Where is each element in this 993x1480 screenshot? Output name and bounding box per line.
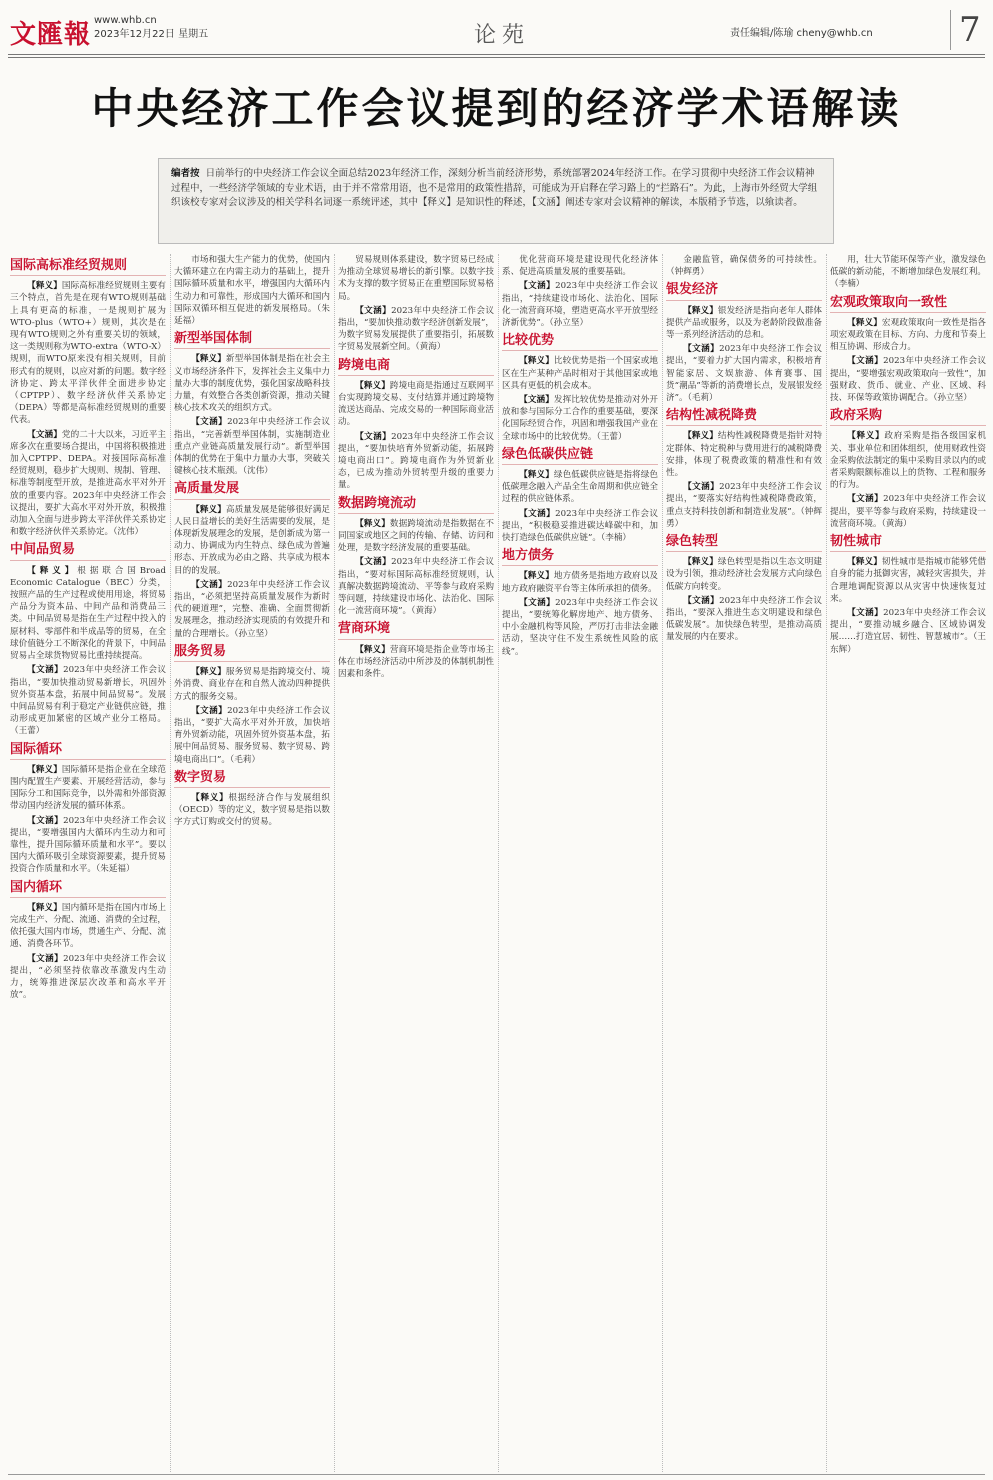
paragraph-tag: 【文涵】	[847, 494, 884, 505]
paragraph	[174, 416, 330, 477]
paragraph-text: 2023年中央经济工作会议指出，“要对标国际高标准经贸规则，认真解决数据跨境流动、平等参与政府采购等问题，持续建设市场化、法治化、国际化一流营商环境”。（黄海）	[338, 557, 494, 617]
paragraph-text: 韧性城市是指城市能够凭借自身的能力抵御灾害，减轻灾害损失，并合理地调配资源以从灾害中快速恢复过来。	[830, 557, 986, 604]
paragraph-text: 根据经济合作与发展组织（OECD）等的定义，数字贸易是指以数字方式订购或交付的贸易。	[174, 792, 330, 828]
paragraph-tag: 【文涵】	[27, 429, 62, 440]
paragraph-text: 2023年中央经济工作会议指出，“必须把坚持高质量发展作为新时代的硬道理”，完整、准确、全面贯彻新发展理念，推动经济实现质的有效提升和量的合理增长。（孙立坚）	[174, 579, 330, 639]
section-title: 数字贸易	[174, 772, 330, 788]
paragraph	[830, 607, 986, 656]
paragraph	[174, 705, 330, 766]
paragraph	[502, 597, 658, 658]
paragraph-text: 2023年中央经济工作会议指出，“要深入推进生态文明建设和绿色低碳发展”。加快绿色转型，是推动高质量发展的内在要求。	[666, 595, 822, 643]
paragraph-tag: 【文涵】	[27, 953, 64, 964]
paragraph-tag: 【文涵】	[191, 579, 228, 590]
editor-note-label: 编者按	[171, 168, 200, 179]
paragraph-text: 贸易规则体系建设，数字贸易已经成为推动全球贸易增长的新引擎。以数字技术为支撑的数字贸易正在重塑国际贸易格局。	[338, 255, 494, 302]
site-url: www.whb.cn	[94, 15, 157, 26]
paragraph-text: 2023年中央经济工作会议提出，“积极稳妥推进碳达峰碳中和，加快打造绿色低碳供应链”。（李楠）	[502, 508, 658, 544]
editor-note-text: 日前举行的中央经济工作会议全面总结2023年经济工作，深刻分析当前经济形势，系统部署2024年经济工作。在学习贯彻中央经济工作会议精神过程中，一些经济学领域的专业术语，由于并不常常用语，也不是常用的政策性措辞，可能成为开启释在学习路上的“拦路石”。为此，上海市外经贸大学组织该校专家对会议涉及的相关学科名词逐一系统评述，其中【释义】是知识性的释述，【文涵】阐述专家对会议精神的解读，本版稍予节选，以飨读者。	[171, 168, 818, 208]
paragraph	[502, 355, 658, 392]
paragraph	[830, 556, 986, 605]
paragraph	[666, 556, 822, 593]
column-separator	[334, 254, 335, 1472]
section-title: 国际高标准经贸规则	[10, 260, 166, 276]
paragraph-text: 2023年中央经济工作会议提出，“要增强国内大循环内生动力和可靠性，提升国际循环质量和水平”。要以国内大循环吸引全球资源要素，提升贸易投资合作质量和水平。（朱延福）	[10, 815, 166, 875]
paragraph	[10, 664, 166, 737]
paragraph	[338, 556, 494, 617]
paragraph-tag: 【释义】	[191, 792, 229, 803]
header-rule-double	[8, 57, 985, 58]
headline: 中央经济工作会议提到的经济学术语解读	[91, 84, 902, 133]
paragraph	[10, 902, 166, 951]
paragraph-tag: 【文涵】	[355, 431, 392, 442]
newspaper-logo: 文匯報	[10, 20, 92, 50]
paragraph	[174, 353, 330, 414]
section-title: 新型举国体制	[174, 333, 330, 349]
paragraph-text: 发挥比较优势是推动对外开放和参与国际分工合作的重要基础，要深化国际经贸合作，巩固和增强我国产业在全球市场中的比较优势。（王蕾）	[502, 395, 658, 442]
issue-weekday: 星期五	[178, 29, 209, 40]
paragraph-text: 政府采购是指各级国家机关、事业单位和团体组织，使用财政性资金采购依法制定的集中采购目录以内的或者采购限额标准以上的货物、工程和服务的行为。	[830, 431, 986, 491]
paragraph-text: 国内循环是指在国内市场上完成生产、分配、流通、消费的全过程，依托强大国内市场，贯通生产、分配、流通、消费各环节。	[10, 902, 166, 950]
paragraph	[174, 666, 330, 703]
paragraph-tag: 【释义】	[847, 431, 885, 442]
footer-rule	[8, 1474, 985, 1475]
paragraph	[502, 394, 658, 443]
paragraph-tag: 【释义】	[847, 557, 882, 568]
paragraph-text: 党的二十大以来，习近平主席多次在重要场合提出，中国将积极推进加入CPTPP、DEPA。对接国际高标准经贸规则，稳步扩大规则、规制、管理、标准等制度型开放，是推进高水平对外开放的重要内容。2023年中央经济工作会议提出，要扩大高水平对外开放，积极推动加入全面与进步跨太平洋伙伴关系协定和数字经济伙伴关系协定。（沈伟）	[10, 429, 166, 538]
paragraph	[174, 792, 330, 829]
section-title: 高质量发展	[174, 483, 330, 499]
paragraph-text: 银发经济是指向老年人群体提供产品或服务，以及为老龄阶段做准备等一系列经济活动的总和。	[666, 305, 822, 341]
paragraph-text: 2023年中央经济工作会议指出，“持续建设市场化、法治化、国际化一流营商环境，塑造更高水平开放型经济新优势”。（孙立坚）	[502, 281, 658, 329]
paragraph	[666, 305, 822, 342]
paragraph-tag: 【文涵】	[355, 557, 392, 568]
paragraph-text: 2023年中央经济工作会议提出，要平等参与政府采购，持续建设一流营商环境。（黄海）	[830, 494, 986, 529]
paragraph-text: 国际高标准经贸规则主要有三个特点，首先是在现有WTO规则基础上具有更高的标准，一是规则扩展为WTO-plus（WTO+）规则，其次是在现有WTO规则之外有重要关切的领域，这一类规则称为WTO-extra（WTO-X）规则，而WTO原来没有相关规则，目前形式有的规则，以应对新的问题。数字经济协定、跨太平洋伙伴全面进步协定（CPTPP）、数字经济伙伴关系协定（DEPA）等都是高标准经贸规则的重要代表。	[10, 281, 166, 426]
paragraph-tag: 【释义】	[27, 902, 62, 913]
paragraph-text: 2023年中央经济工作会议提出，“要加快培育外贸新动能，拓展跨境电商出口”。跨境电商作为外贸新业态，已成为推动外贸转型升级的重要力量。	[338, 431, 494, 491]
section-title: 宏观政策取向一致性	[830, 297, 986, 313]
paragraph-tag: 【文涵】	[27, 815, 64, 826]
column-separator	[170, 254, 171, 1472]
paragraph-text: 结构性减税降费是指针对特定群体、特定税种与费用进行的减税降费安排，体现了税费政策的精准性和有效性。	[666, 431, 822, 479]
section-title: 跨境电商	[338, 360, 494, 376]
paragraph-tag: 【文涵】	[355, 305, 392, 316]
column-1	[10, 254, 166, 1472]
paragraph	[338, 518, 494, 555]
section-title: 比较优势	[502, 335, 658, 351]
issue-meta	[94, 14, 208, 42]
section-title: 服务贸易	[174, 646, 330, 662]
paragraph-text: 根据联合国Broad Economic Catalogue（BEC）分类，按照产品的生产过程或使用用途，将贸易产品分为资本品、中间产品和消费品三类。中间品贸易是指在生产过程中投入的原材料、零部件和半成品等的贸易，在全球价值链分工不断深化的背景下，中间品贸易占全球货物贸易比重持续提高。	[10, 565, 166, 662]
paragraph	[666, 481, 822, 530]
masthead	[0, 0, 993, 56]
paragraph-tag: 【文涵】	[519, 597, 556, 608]
paragraph-text: 地方债务是指地方政府以及地方政府融资平台等主体所承担的债务。	[502, 571, 658, 594]
paragraph-text: 金融监管，确保债务的可持续性。（钟辉勇）	[666, 255, 822, 278]
column-separator	[826, 254, 827, 1472]
paragraph	[10, 764, 166, 813]
section-title: 银发经济	[666, 284, 822, 300]
section-name: 论苑	[474, 23, 531, 48]
paragraph	[10, 429, 166, 539]
section-title: 地方债务	[502, 550, 658, 566]
paragraph-tag: 【释义】	[191, 354, 226, 365]
paragraph-tag: 【释义】	[191, 504, 226, 515]
paragraph-tag: 【释义】	[27, 281, 62, 292]
paragraph-text: 新型举国体制是指在社会主义市场经济条件下，发挥社会主义集中力量办大事的制度优势，强化国家战略科技力量，有效整合各类创新资源，推动关键核心技术攻关的组织方式。	[174, 354, 330, 414]
paragraph	[830, 317, 986, 354]
column-separator	[662, 254, 663, 1472]
paragraph-text: 2023年中央经济工作会议提出，“要落实好结构性减税降费政策，重点支持科技创新和制造业发展”。（钟辉勇）	[666, 482, 822, 529]
paragraph-tag: 【释义】	[27, 565, 78, 576]
paragraph-tag: 【文涵】	[847, 356, 884, 367]
paragraph-tag: 【释义】	[355, 518, 390, 529]
paragraph-text: 优化营商环境是建设现代化经济体系、促进高质量发展的重要基础。	[502, 255, 658, 278]
paragraph-text: 2023年中央经济工作会议提出，“要统筹化解房地产、地方债务、中小金融机构等风险，严厉打击非法金融活动，坚决守住不发生系统性风险的底线”。	[502, 597, 658, 657]
paragraph-text: 跨境电商是指通过互联网平台实现跨境交易、支付结算并通过跨境物流送达商品、完成交易的一种国际商业活动。	[338, 380, 494, 428]
section-title: 韧性城市	[830, 536, 986, 552]
paragraph-text: 2023年中央经济工作会议提出，“要增强宏观政策取向一致性”，加强财政、货币、就业、产业、区域、科技、环保等政策协调配合。（孙立坚）	[830, 356, 986, 404]
paragraph-tag: 【文涵】	[683, 482, 720, 493]
paragraph-tag: 【释义】	[683, 431, 718, 442]
paragraph-tag: 【文涵】	[191, 417, 228, 428]
section-title: 绿色低碳供应链	[502, 449, 658, 465]
paragraph-text: 国际循环是指企业在全球范围内配置生产要素、开展经营活动，参与国际分工和国际竞争，以外需和外部资源带动国内经济发展的循环体系。	[10, 764, 166, 812]
section-title: 政府采购	[830, 410, 986, 426]
column-4	[502, 254, 658, 1472]
paragraph	[666, 254, 822, 278]
paragraph-tag: 【文涵】	[519, 395, 554, 406]
column-6	[830, 254, 986, 1472]
section-title: 国内循环	[10, 882, 166, 898]
paragraph-tag: 【文涵】	[847, 608, 884, 619]
paragraph-text: 2023年中央经济工作会议提出，“要推动城乡融合、区域协调发展……打造宜居、韧性、智慧城市”。（王东辉）	[830, 608, 986, 655]
paragraph-text: 服务贸易是指跨境交付、境外消费、商业存在和自然人流动四种提供方式的服务交易。	[174, 667, 330, 702]
paragraph	[10, 280, 166, 426]
paragraph	[502, 508, 658, 545]
paragraph-tag: 【文涵】	[519, 508, 556, 519]
paragraph-text: 2023年中央经济工作会议指出，“完善新型举国体制，实施制造业重点产业链高质量发展行动”。新型举国体制的优势在于集中力量办大事，突破关键核心技术瓶颈。（沈伟）	[174, 417, 330, 477]
section-title: 中间品贸易	[10, 544, 166, 560]
paragraph	[338, 431, 494, 492]
column-separator	[498, 254, 499, 1472]
paragraph	[502, 254, 658, 278]
paragraph-tag: 【释义】	[847, 317, 882, 328]
section-title: 绿色转型	[666, 536, 822, 552]
paragraph-tag: 【文涵】	[683, 595, 720, 606]
issue-date: 2023年12月22日	[94, 29, 175, 40]
paragraph	[10, 815, 166, 876]
paragraph	[830, 355, 986, 404]
paragraph-tag: 【释义】	[519, 571, 554, 582]
section-title: 国际循环	[10, 744, 166, 760]
paragraph	[830, 430, 986, 491]
section-title: 数据跨境流动	[338, 498, 494, 514]
paragraph	[338, 254, 494, 303]
page-number: 7	[950, 10, 981, 50]
section-title: 结构性减税降费	[666, 410, 822, 426]
paragraph	[338, 380, 494, 429]
paragraph	[174, 579, 330, 640]
paragraph	[10, 565, 166, 663]
paragraph-text: 市场和强大生产能力的优势，使国内大循环建立在内需主动力的基础上，提升国际循环质量和水平，增强国内大循环内生动力和可靠性，形成国内大循环和国内国际双循环相互促进的新发展格局。（朱延福）	[174, 255, 330, 327]
column-2	[174, 254, 330, 1472]
paragraph	[502, 280, 658, 329]
paragraph	[502, 570, 658, 594]
paragraph-tag: 【释义】	[191, 667, 226, 678]
paragraph-tag: 【释义】	[683, 305, 718, 316]
column-5	[666, 254, 822, 1472]
paragraph	[174, 504, 330, 577]
paragraph-text: 营商环境是指企业等市场主体在市场经济活动中所涉及的体制机制性因素和条件。	[338, 644, 494, 680]
paragraph	[10, 953, 166, 1002]
column-3	[338, 254, 494, 1472]
paragraph-text: 宏观政策取向一致性是指各项宏观政策在目标、方向、力度和节奏上相互协调、形成合力。	[830, 317, 986, 353]
paragraph	[666, 343, 822, 404]
paragraph	[338, 305, 494, 354]
paragraph-tag: 【文涵】	[683, 344, 720, 355]
section-title: 营商环境	[338, 623, 494, 639]
paragraph-text: 2023年中央经济工作会议提出，“必须坚持依靠改革激发内生动力，统筹推进深层次改革和高水平开放”。	[10, 953, 166, 1001]
paragraph-text: 2023年中央经济工作会议指出，“要加快推动数字经济创新发展”，为数字贸易发展提供了重要指引，拓展数字贸易发展新空间。（黄海）	[338, 305, 494, 353]
paragraph-text: 用，壮大节能环保等产业，激发绿色低碳的新动能，不断增加绿色发展红利。（李楠）	[830, 255, 986, 290]
paragraph-tag: 【释义】	[355, 644, 390, 655]
paragraph-text: 绿色低碳供应链是指将绿色低碳理念融入产品全生命周期和供应链全过程的供应链体系。	[502, 470, 658, 505]
paragraph	[666, 430, 822, 479]
editor-note	[158, 158, 834, 244]
paragraph-text: 2023年中央经济工作会议指出，“要扩大高水平对外开放，加快培育外贸新动能，巩固外贸外资基本盘，拓展中间品贸易、服务贸易、数字贸易、跨境电商出口”。（毛莉）	[174, 705, 330, 765]
paragraph	[502, 469, 658, 506]
paragraph	[830, 254, 986, 291]
paragraph-tag: 【释义】	[27, 764, 62, 775]
paragraph-tag: 【文涵】	[191, 705, 228, 716]
paragraph-tag: 【文涵】	[27, 665, 64, 676]
paragraph	[338, 644, 494, 681]
paragraph-tag: 【释义】	[519, 470, 554, 481]
paragraph-text: 2023年中央经济工作会议提出，“要着力扩大国内需求，积极培育智能家居、文娱旅游、体育赛事、国货“潮品”等新的消费增长点，发展银发经济”。（毛莉）	[666, 344, 822, 404]
paragraph-text: 2023年中央经济工作会议指出，“要加快推动贸易新增长，巩固外贸外资基本盘，拓展中间品贸易”。发展中间品贸易有利于稳定产业链供应链，推动形成更加紧密的区域产业分工格局。（王蕾）	[10, 665, 166, 737]
paragraph	[174, 254, 330, 327]
paragraph	[830, 493, 986, 530]
paragraph-text: 比较优势是指一个国家或地区在生产某种产品时相对于其他国家或地区具有更低的机会成本。	[502, 356, 658, 391]
paragraph-tag: 【文涵】	[519, 281, 556, 292]
paragraph-text: 数据跨境流动是指数据在不同国家或地区之间的传输、存储、访问和处理，是数字经济发展的重要基础。	[338, 518, 494, 554]
paragraph-tag: 【释义】	[683, 557, 718, 568]
paragraph-tag: 【释义】	[519, 356, 554, 367]
header-rule	[8, 54, 985, 55]
paragraph-text: 绿色转型是指以生态文明建设为引领，推动经济社会发展方式向绿色低碳方向转变。	[666, 557, 822, 592]
paragraph-tag: 【释义】	[355, 380, 390, 391]
paragraph	[666, 595, 822, 644]
editor-credit: 责任编辑/陈瑜 cheny@whb.cn	[730, 28, 873, 39]
paragraph-text: 高质量发展是能够很好满足人民日益增长的美好生活需要的发展，是体现新发展理念的发展，是创新成为第一动力、协调成为内生特点、绿色成为普遍形态、开放成为必由之路、共享成为根本目的的发展。	[174, 504, 330, 576]
